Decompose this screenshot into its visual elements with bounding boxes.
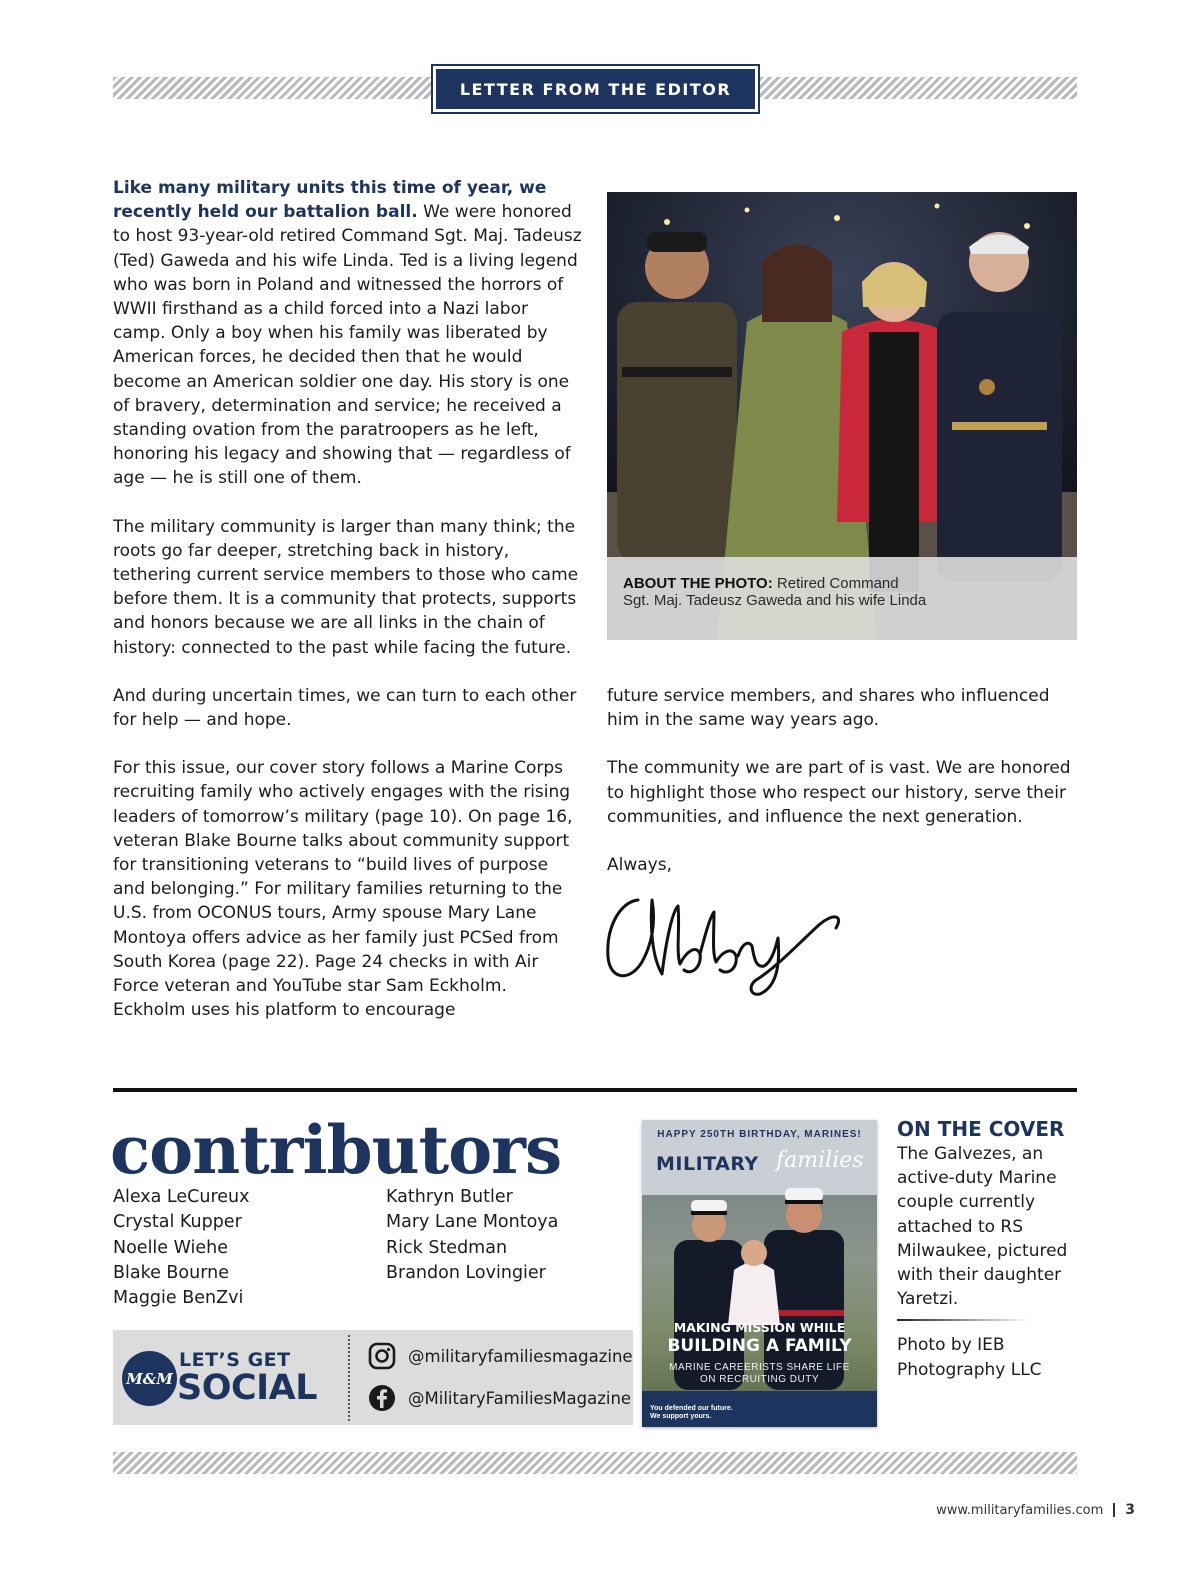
on-the-cover-text: The Galvezes, an active-duty Marine couple currently attached to RS Milwaukee, pictured with their daughter Yaretzi. <box>897 1144 1068 1310</box>
cover-footer-line-1: You defended our future. <box>650 1405 733 1412</box>
on-the-cover-heading: ON THE COVER <box>897 1117 1065 1141</box>
letter-paragraph-1 <box>113 176 583 491</box>
editor-signature <box>600 882 850 997</box>
instagram-link[interactable] <box>368 1342 633 1370</box>
social-divider <box>348 1335 350 1421</box>
hatch-divider-bottom <box>113 1452 1077 1474</box>
cover-headline-1: MAKING MISSION WHILE <box>673 1320 846 1335</box>
contributor-name: Noelle Wiehe <box>113 1237 229 1258</box>
contributor-name: Alexa LeCureux <box>113 1187 250 1207</box>
on-the-cover-rule <box>897 1319 1029 1321</box>
cover-masthead-script: families <box>776 1148 864 1173</box>
hatch-divider-left <box>113 77 431 99</box>
contributor-name: Blake Bourne <box>113 1262 229 1283</box>
instagram-icon <box>368 1342 396 1370</box>
cover-banner: HAPPY 250TH BIRTHDAY, MARINES! <box>657 1129 862 1140</box>
letter-lead: Like many military units this time of year, we recently held our battalion ball. <box>113 178 547 223</box>
contributor-name: Rick Stedman <box>386 1237 508 1258</box>
contributor-name: Kathryn Butler <box>386 1187 513 1207</box>
cover-footer-text <box>650 1405 733 1421</box>
cover-masthead: MILITARY <box>656 1153 759 1175</box>
contributors-title: contributors <box>110 1111 562 1189</box>
editor-photo <box>607 192 1077 640</box>
cover-footer-line-2: We support yours. <box>650 1413 712 1420</box>
section-label <box>431 64 760 114</box>
letter-column-right <box>607 684 1079 901</box>
letter-paragraph-5: future service members, and shares who influenced him in the same way years ago. <box>607 686 1050 731</box>
on-the-cover <box>897 1116 1087 1382</box>
cover-headline-2: BUILDING A FAMILY <box>667 1336 852 1356</box>
contributor-name: Mary Lane Montoya <box>386 1212 559 1233</box>
photo-caption <box>607 557 1077 640</box>
contributor-name: Brandon Lovingier <box>386 1262 546 1283</box>
section-rule <box>113 1088 1077 1092</box>
facebook-icon <box>368 1384 396 1412</box>
letter-paragraph-6: The community we are part of is vast. We are honored to highlight those who respect our history, serve their communities, and influence the next generation. <box>607 758 1071 827</box>
letter-closing: Always, <box>607 855 672 876</box>
letter-paragraph-1-rest: We were honored to host 93-year-old retired Command Sgt. Maj. Tadeusz (Ted) Gaweda and his wife Linda. Ted is a living legend who was born in Poland and witnessed the horrors of WWII firsthand as a child forced into a Nazi labor camp. Only a boy when his family was liberated by American forces, he decided then that he would become an American soldier one day. His story is one of bravery, determination and service; he received a standing ovation from the paratroopers as he left, honoring his legacy and showing that — regardless of age — he is still one of them. <box>113 202 582 489</box>
contributor-name: Maggie BenZvi <box>113 1288 244 1309</box>
contributors-list-2 <box>386 1185 616 1286</box>
section-label-text: LETTER FROM THE EDITOR <box>436 69 755 109</box>
cover-sub-line-2: ON RECRUITING DUTY <box>700 1374 819 1385</box>
instagram-handle: @militaryfamiliesmagazine <box>408 1346 633 1366</box>
magazine-cover <box>642 1120 877 1427</box>
photo-caption-label: ABOUT THE PHOTO: <box>623 575 773 592</box>
facebook-handle: @MilitaryFamiliesMagazine <box>408 1388 632 1408</box>
cover-footer <box>642 1391 877 1427</box>
contributors-list-1 <box>113 1185 363 1311</box>
facebook-link[interactable] <box>368 1384 631 1412</box>
letter-paragraph-3: And during uncertain times, we can turn to each other for help — and hope. <box>113 685 577 731</box>
social-box <box>113 1330 633 1425</box>
letter-paragraph-2: The military community is larger than many think; the roots go far deeper, stretching back in history, tethering current service members to those who came before them. It is a community that protects, supports and honors because we are all links in the chain of history: connected to the past while facing the future. <box>113 516 579 658</box>
contributor-name: Crystal Kupper <box>113 1212 242 1233</box>
footer-separator <box>1113 1503 1115 1517</box>
page-number: 3 <box>1125 1502 1135 1518</box>
social-heading-small: LET’S GET <box>179 1349 291 1371</box>
cover-subheadline <box>642 1362 877 1386</box>
letter-column-left <box>113 176 583 1047</box>
photo-credit: Photo by IEB Photography LLC <box>897 1335 1042 1380</box>
mfm-logo: M&M <box>122 1351 177 1406</box>
letter-paragraph-4: For this issue, our cover story follows a Marine Corps recruiting family who actively engages with the rising leaders of tomorrow’s military (page 10). On page 16, veteran Blake Bourne talks about community support for transitioning veterans to “build lives of purpose and belonging.” For military families returning to the U.S. from OCONUS tours, Army spouse Mary Lane Montoya offers advice as her family just PCSed from South Korea (page 22). Page 24 checks in with Air Force veteran and YouTube star Sam Eckholm. Eckholm uses his platform to encourage <box>113 758 573 1021</box>
hatch-divider-right <box>760 77 1077 99</box>
social-heading-large: SOCIAL <box>177 1368 318 1408</box>
cover-sub-line-1: MARINE CAREERISTS SHARE LIFE <box>669 1362 850 1373</box>
photo-caption-line1: Retired Command <box>772 575 899 592</box>
footer-url[interactable]: www.militaryfamilies.com <box>936 1502 1104 1518</box>
page-footer <box>936 1502 1135 1518</box>
photo-caption-line2: Sgt. Maj. Tadeusz Gaweda and his wife Linda <box>623 592 927 609</box>
